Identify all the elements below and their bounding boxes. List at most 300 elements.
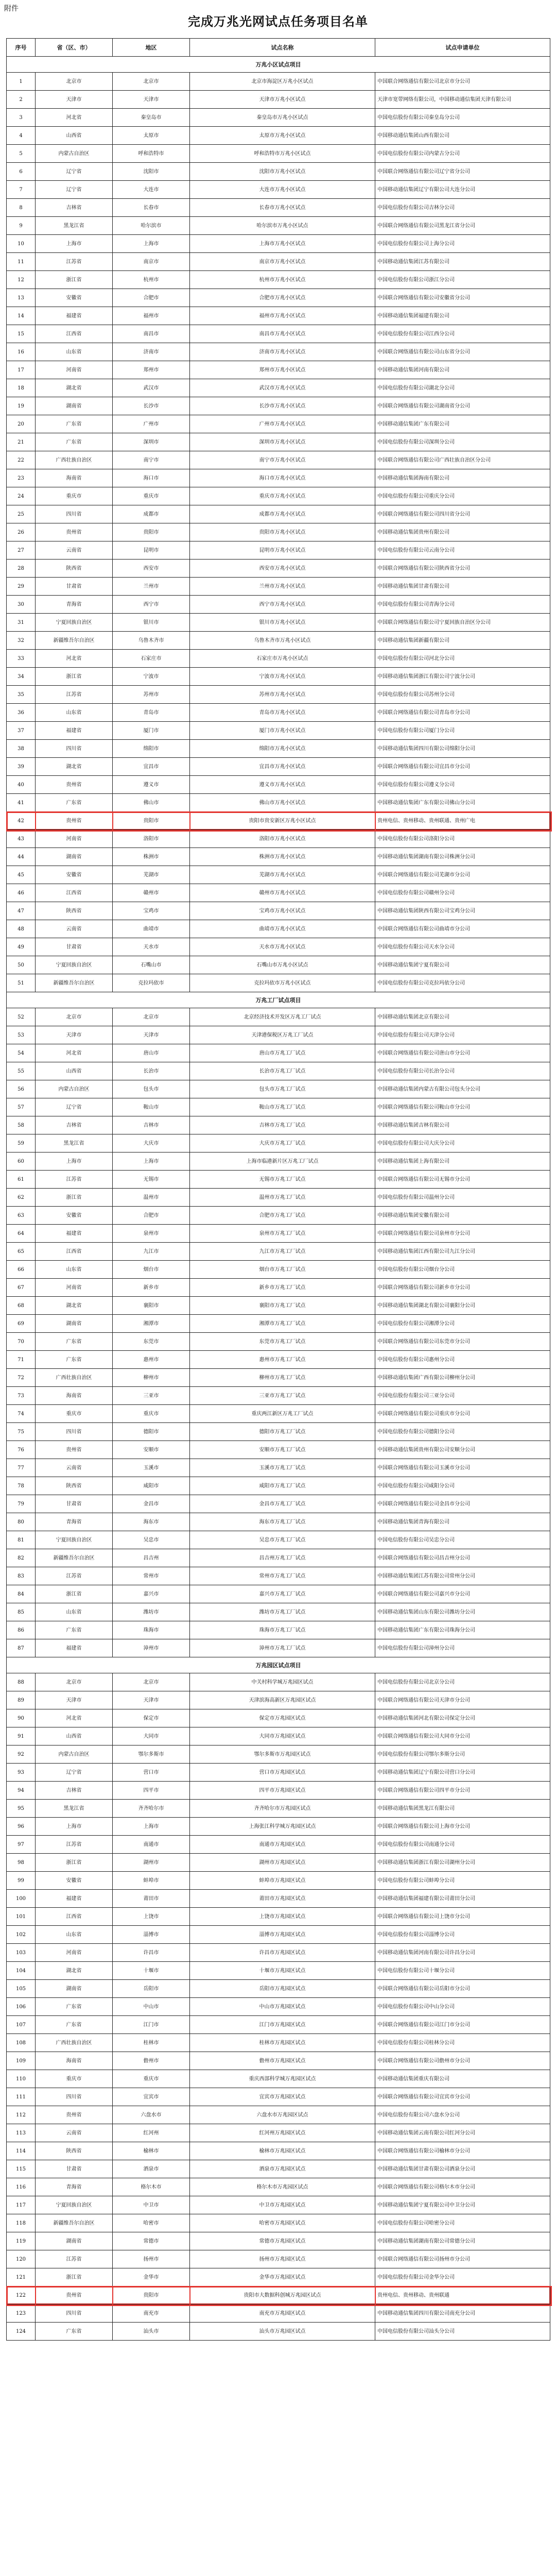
cell-region: 莆田市 <box>113 1890 190 1908</box>
cell-pilot-name: 广州市万兆小区试点 <box>190 415 375 433</box>
cell-region: 海口市 <box>113 469 190 487</box>
table-row <box>7 1673 550 1691</box>
cell-index: 59 <box>7 1134 36 1153</box>
cell-index: 67 <box>7 1279 36 1297</box>
cell-index: 40 <box>7 776 36 794</box>
table-row <box>7 2304 550 2323</box>
cell-applicant: 中国电信股份有限公司德阳分公司 <box>375 1423 550 1441</box>
cell-region: 佛山市 <box>113 794 190 812</box>
cell-index: 79 <box>7 1495 36 1513</box>
table-row <box>7 1531 550 1549</box>
table-row <box>7 668 550 686</box>
cell-region: 哈尔滨市 <box>113 217 190 235</box>
cell-pilot-name: 株洲市万兆小区试点 <box>190 848 375 866</box>
table-row <box>7 1513 550 1531</box>
cell-index: 69 <box>7 1315 36 1333</box>
cell-region: 金昌市 <box>113 1495 190 1513</box>
cell-pilot-name: 六盘水市万兆园区试点 <box>190 2106 375 2124</box>
cell-province: 黑龙江省 <box>36 1134 113 1153</box>
cell-pilot-name: 岳阳市万兆园区试点 <box>190 1980 375 1998</box>
cell-pilot-name: 唐山市万兆工厂试点 <box>190 1044 375 1062</box>
table-row <box>7 505 550 523</box>
cell-province: 湖北省 <box>36 758 113 776</box>
cell-applicant: 中国联合网络通信有限公司宁夏回族自治区分公司 <box>375 614 550 632</box>
cell-applicant: 中国移动通信集团甘肃有限公司 <box>375 578 550 596</box>
cell-province: 新疆维吾尔自治区 <box>36 974 113 992</box>
cell-region: 红河州 <box>113 2124 190 2142</box>
cell-pilot-name: 扬州市万兆园区试点 <box>190 2250 375 2268</box>
cell-index: 30 <box>7 596 36 614</box>
cell-applicant: 中国移动通信集团上海有限公司 <box>375 1153 550 1171</box>
cell-index: 82 <box>7 1549 36 1567</box>
cell-index: 103 <box>7 1944 36 1962</box>
cell-region: 酒泉市 <box>113 2160 190 2178</box>
table-row <box>7 1243 550 1261</box>
cell-index: 28 <box>7 560 36 578</box>
cell-pilot-name: 贵阳市大数据科创城万兆园区试点 <box>190 2286 375 2304</box>
table-row <box>7 199 550 217</box>
cell-pilot-name: 包头市万兆工厂试点 <box>190 1080 375 1098</box>
cell-pilot-name: 烟台市万兆工厂试点 <box>190 1261 375 1279</box>
table-row <box>7 2142 550 2160</box>
cell-pilot-name: 哈密市万兆园区试点 <box>190 2214 375 2232</box>
cell-province: 贵州省 <box>36 2106 113 2124</box>
table-row <box>7 740 550 758</box>
table-row <box>7 2250 550 2268</box>
cell-province: 贵州省 <box>36 2286 113 2304</box>
table-row <box>7 830 550 848</box>
table-row <box>7 451 550 469</box>
cell-province: 海南省 <box>36 469 113 487</box>
cell-region: 秦皇岛市 <box>113 109 190 127</box>
cell-province: 山东省 <box>36 343 113 361</box>
cell-index: 96 <box>7 1818 36 1836</box>
cell-applicant: 中国联合网络通信有限公司泉州市分公司 <box>375 1225 550 1243</box>
cell-index: 87 <box>7 1639 36 1657</box>
cell-province: 福建省 <box>36 722 113 740</box>
cell-pilot-name: 泉州市万兆工厂试点 <box>190 1225 375 1243</box>
cell-region: 北京市 <box>113 73 190 91</box>
cell-region: 昆明市 <box>113 541 190 560</box>
cell-province: 甘肃省 <box>36 938 113 956</box>
cell-province: 吉林省 <box>36 1116 113 1134</box>
cell-province: 宁夏回族自治区 <box>36 1531 113 1549</box>
cell-province: 山西省 <box>36 1727 113 1745</box>
cell-region: 宁波市 <box>113 668 190 686</box>
table-row <box>7 1800 550 1818</box>
cell-index: 111 <box>7 2088 36 2106</box>
cell-region: 郑州市 <box>113 361 190 379</box>
cell-index: 54 <box>7 1044 36 1062</box>
cell-applicant: 中国联合网络通信有限公司四平市分公司 <box>375 1782 550 1800</box>
cell-index: 2 <box>7 91 36 109</box>
cell-province: 广东省 <box>36 794 113 812</box>
table-row <box>7 614 550 632</box>
cell-pilot-name: 重庆市万兆小区试点 <box>190 487 375 505</box>
cell-region: 东莞市 <box>113 1333 190 1351</box>
cell-region: 泉州市 <box>113 1225 190 1243</box>
cell-region: 天津市 <box>113 1026 190 1044</box>
table-row <box>7 1405 550 1423</box>
cell-province: 江西省 <box>36 884 113 902</box>
cell-pilot-name: 成都市万兆小区试点 <box>190 505 375 523</box>
cell-pilot-name: 常德市万兆园区试点 <box>190 2232 375 2250</box>
table-row <box>7 1134 550 1153</box>
cell-province: 广东省 <box>36 1351 113 1369</box>
cell-province: 云南省 <box>36 2124 113 2142</box>
cell-pilot-name: 湘潭市万兆工厂试点 <box>190 1315 375 1333</box>
cell-applicant: 中国移动通信集团重庆有限公司 <box>375 2070 550 2088</box>
cell-pilot-name: 新乡市万兆工厂试点 <box>190 1279 375 1297</box>
cell-province: 广东省 <box>36 415 113 433</box>
cell-region: 中卫市 <box>113 2196 190 2214</box>
cell-region: 德阳市 <box>113 1423 190 1441</box>
cell-index: 115 <box>7 2160 36 2178</box>
cell-region: 兰州市 <box>113 578 190 596</box>
cell-index: 62 <box>7 1189 36 1207</box>
cell-province: 吉林省 <box>36 199 113 217</box>
cell-province: 宁夏回族自治区 <box>36 956 113 974</box>
cell-index: 35 <box>7 686 36 704</box>
cell-region: 襄阳市 <box>113 1297 190 1315</box>
cell-applicant: 中国电信股份有限公司中山分公司 <box>375 1998 550 2016</box>
cell-region: 安顺市 <box>113 1441 190 1459</box>
cell-region: 合肥市 <box>113 1207 190 1225</box>
cell-index: 83 <box>7 1567 36 1585</box>
cell-province: 重庆市 <box>36 1405 113 1423</box>
cell-region: 宜宾市 <box>113 2088 190 2106</box>
cell-index: 88 <box>7 1673 36 1691</box>
cell-applicant: 中国电信股份有限公司吉林分公司 <box>375 199 550 217</box>
cell-applicant: 中国联合网络通信有限公司安徽省分公司 <box>375 289 550 307</box>
cell-applicant: 中国联合网络通信有限公司新乡市分公司 <box>375 1279 550 1297</box>
cell-index: 64 <box>7 1225 36 1243</box>
cell-pilot-name: 昌吉州万兆工厂试点 <box>190 1549 375 1567</box>
cell-applicant: 贵州电信、贵州移动、贵州联通、贵州广电 <box>375 812 550 830</box>
cell-applicant: 中国电信股份有限公司咸阳分公司 <box>375 1477 550 1495</box>
cell-applicant: 中国联合网络通信有限公司宜宾市分公司 <box>375 2088 550 2106</box>
table-row <box>7 145 550 163</box>
cell-pilot-name: 桂林市万兆园区试点 <box>190 2034 375 2052</box>
cell-province: 江苏省 <box>36 686 113 704</box>
cell-province: 江苏省 <box>36 1567 113 1585</box>
cell-region: 赣州市 <box>113 884 190 902</box>
table-row <box>7 361 550 379</box>
cell-index: 47 <box>7 902 36 920</box>
cell-region: 重庆市 <box>113 1405 190 1423</box>
cell-province: 广东省 <box>36 2323 113 2341</box>
cell-region: 遵义市 <box>113 776 190 794</box>
cell-region: 齐齐哈尔市 <box>113 1800 190 1818</box>
table-row <box>7 1225 550 1243</box>
cell-index: 7 <box>7 181 36 199</box>
cell-index: 121 <box>7 2268 36 2286</box>
table-row <box>7 1854 550 1872</box>
cell-pilot-name: 哈尔滨市万兆小区试点 <box>190 217 375 235</box>
cell-index: 20 <box>7 415 36 433</box>
cell-pilot-name: 漳州市万兆工厂试点 <box>190 1639 375 1657</box>
cell-index: 51 <box>7 974 36 992</box>
table-row <box>7 235 550 253</box>
cell-index: 74 <box>7 1405 36 1423</box>
cell-region: 三亚市 <box>113 1387 190 1405</box>
cell-pilot-name: 儋州市万兆园区试点 <box>190 2052 375 2070</box>
table-row <box>7 523 550 541</box>
table-row <box>7 91 550 109</box>
cell-pilot-name: 乌鲁木齐市万兆小区试点 <box>190 632 375 650</box>
table-row <box>7 469 550 487</box>
cell-region: 唐山市 <box>113 1044 190 1062</box>
cell-region: 常德市 <box>113 2232 190 2250</box>
table-row <box>7 2160 550 2178</box>
cell-region: 西安市 <box>113 560 190 578</box>
cell-index: 34 <box>7 668 36 686</box>
cell-index: 6 <box>7 163 36 181</box>
cell-applicant: 中国电信股份有限公司蚌埠分公司 <box>375 1872 550 1890</box>
cell-region: 宜昌市 <box>113 758 190 776</box>
cell-pilot-name: 四平市万兆园区试点 <box>190 1782 375 1800</box>
cell-pilot-name: 蚌埠市万兆园区试点 <box>190 1872 375 1890</box>
table-row <box>7 325 550 343</box>
cell-pilot-name: 杭州市万兆小区试点 <box>190 271 375 289</box>
cell-index: 11 <box>7 253 36 271</box>
cell-region: 蚌埠市 <box>113 1872 190 1890</box>
cell-applicant: 中国联合网络通信有限公司上饶市分公司 <box>375 1908 550 1926</box>
cell-index: 66 <box>7 1261 36 1279</box>
cell-province: 黑龙江省 <box>36 1800 113 1818</box>
cell-index: 13 <box>7 289 36 307</box>
cell-region: 大庆市 <box>113 1134 190 1153</box>
cell-applicant: 中国联合网络通信有限公司玉溪市分公司 <box>375 1459 550 1477</box>
cell-region: 保定市 <box>113 1709 190 1727</box>
table-row <box>7 541 550 560</box>
cell-index: 65 <box>7 1243 36 1261</box>
table-row <box>7 650 550 668</box>
cell-index: 45 <box>7 866 36 884</box>
cell-applicant: 中国移动通信集团四川有限公司绵阳分公司 <box>375 740 550 758</box>
cell-index: 93 <box>7 1764 36 1782</box>
table-row <box>7 1080 550 1098</box>
cell-applicant: 中国联合网络通信有限公司天津市分公司 <box>375 1691 550 1709</box>
table-row <box>7 1423 550 1441</box>
cell-pilot-name: 德阳市万兆工厂试点 <box>190 1423 375 1441</box>
cell-province: 陕西省 <box>36 1477 113 1495</box>
cell-province: 河南省 <box>36 830 113 848</box>
cell-region: 玉溪市 <box>113 1459 190 1477</box>
cell-index: 117 <box>7 2196 36 2214</box>
cell-applicant: 中国联合网络通信有限公司榆林市分公司 <box>375 2142 550 2160</box>
cell-applicant: 中国移动通信集团广东有限公司珠海分公司 <box>375 1621 550 1639</box>
cell-pilot-name: 吴忠市万兆工厂试点 <box>190 1531 375 1549</box>
cell-province: 河北省 <box>36 1709 113 1727</box>
cell-pilot-name: 厦门市万兆小区试点 <box>190 722 375 740</box>
cell-index: 101 <box>7 1908 36 1926</box>
cell-region: 汕头市 <box>113 2323 190 2341</box>
cell-region: 南昌市 <box>113 325 190 343</box>
cell-region: 克拉玛依市 <box>113 974 190 992</box>
table-row <box>7 1116 550 1134</box>
cell-applicant: 中国电信股份有限公司金华分公司 <box>375 2268 550 2286</box>
table-row <box>7 632 550 650</box>
table-row <box>7 1890 550 1908</box>
cell-pilot-name: 九江市万兆工厂试点 <box>190 1243 375 1261</box>
table-row <box>7 253 550 271</box>
cell-region: 珠海市 <box>113 1621 190 1639</box>
cell-region: 大连市 <box>113 181 190 199</box>
cell-pilot-name: 兰州市万兆小区试点 <box>190 578 375 596</box>
cell-pilot-name: 福州市万兆小区试点 <box>190 307 375 325</box>
table-row <box>7 938 550 956</box>
cell-applicant: 中国联合网络通信有限公司儋州市分公司 <box>375 2052 550 2070</box>
cell-index: 61 <box>7 1171 36 1189</box>
cell-applicant: 中国电信股份有限公司洛阳分公司 <box>375 830 550 848</box>
cell-province: 广东省 <box>36 2016 113 2034</box>
cell-province: 河南省 <box>36 361 113 379</box>
cell-index: 120 <box>7 2250 36 2268</box>
cell-province: 北京市 <box>36 73 113 91</box>
cell-region: 合肥市 <box>113 289 190 307</box>
cell-index: 70 <box>7 1333 36 1351</box>
cell-province: 浙江省 <box>36 668 113 686</box>
cell-region: 榆林市 <box>113 2142 190 2160</box>
cell-pilot-name: 遵义市万兆小区试点 <box>190 776 375 794</box>
cell-pilot-name: 南京市万兆小区试点 <box>190 253 375 271</box>
cell-pilot-name: 常州市万兆工厂试点 <box>190 1567 375 1585</box>
cell-region: 太原市 <box>113 127 190 145</box>
cell-region: 南充市 <box>113 2304 190 2323</box>
cell-applicant: 中国电信股份有限公司汕头分公司 <box>375 2323 550 2341</box>
cell-province: 甘肃省 <box>36 1495 113 1513</box>
cell-index: 23 <box>7 469 36 487</box>
cell-pilot-name: 天津市万兆小区试点 <box>190 91 375 109</box>
cell-pilot-name: 西安市万兆小区试点 <box>190 560 375 578</box>
cell-province: 湖北省 <box>36 1297 113 1315</box>
cell-pilot-name: 珠海市万兆工厂试点 <box>190 1621 375 1639</box>
cell-pilot-name: 大同市万兆园区试点 <box>190 1727 375 1745</box>
cell-index: 94 <box>7 1782 36 1800</box>
cell-province: 山东省 <box>36 1261 113 1279</box>
cell-province: 安徽省 <box>36 1207 113 1225</box>
cell-index: 104 <box>7 1962 36 1980</box>
cell-applicant: 中国电信股份有限公司云南分公司 <box>375 541 550 560</box>
cell-province: 广东省 <box>36 433 113 451</box>
cell-region: 漳州市 <box>113 1639 190 1657</box>
cell-index: 75 <box>7 1423 36 1441</box>
cell-province: 辽宁省 <box>36 1764 113 1782</box>
cell-pilot-name: 中山市万兆园区试点 <box>190 1998 375 2016</box>
cell-province: 江西省 <box>36 1243 113 1261</box>
cell-pilot-name: 中卫市万兆园区试点 <box>190 2196 375 2214</box>
cell-province: 四川省 <box>36 740 113 758</box>
cell-province: 四川省 <box>36 2088 113 2106</box>
table-row <box>7 1836 550 1854</box>
cell-pilot-name: 克拉玛依市万兆小区试点 <box>190 974 375 992</box>
cell-pilot-name: 郑州市万兆小区试点 <box>190 361 375 379</box>
cell-pilot-name: 北京市海淀区万兆小区试点 <box>190 73 375 91</box>
cell-pilot-name: 太原市万兆小区试点 <box>190 127 375 145</box>
cell-province: 辽宁省 <box>36 181 113 199</box>
cell-pilot-name: 莆田市万兆园区试点 <box>190 1890 375 1908</box>
cell-applicant: 中国电信股份有限公司温州分公司 <box>375 1189 550 1207</box>
cell-index: 24 <box>7 487 36 505</box>
cell-applicant: 中国电信股份有限公司烟台分公司 <box>375 1261 550 1279</box>
cell-region: 许昌市 <box>113 1944 190 1962</box>
cell-applicant: 中国移动通信集团江西有限公司九江分公司 <box>375 1243 550 1261</box>
cell-province: 山东省 <box>36 704 113 722</box>
cell-province: 北京市 <box>36 1673 113 1691</box>
table-row <box>7 1387 550 1405</box>
cell-applicant: 中国移动通信集团河南有限公司 <box>375 361 550 379</box>
cell-region: 贵阳市 <box>113 523 190 541</box>
cell-province: 河北省 <box>36 1044 113 1062</box>
cell-pilot-name: 苏州市万兆小区试点 <box>190 686 375 704</box>
cell-applicant: 中国移动通信集团江苏有限公司常州分公司 <box>375 1567 550 1585</box>
cell-applicant: 中国联合网络通信有限公司山东省分公司 <box>375 343 550 361</box>
table-row <box>7 1171 550 1189</box>
cell-pilot-name: 襄阳市万兆工厂试点 <box>190 1297 375 1315</box>
cell-province: 海南省 <box>36 2052 113 2070</box>
cell-index: 122 <box>7 2286 36 2304</box>
cell-index: 22 <box>7 451 36 469</box>
cell-applicant: 中国移动通信集团云南有限公司红河分公司 <box>375 2124 550 2142</box>
table-row <box>7 217 550 235</box>
cell-index: 95 <box>7 1800 36 1818</box>
cell-applicant: 中国电信股份有限公司上海分公司 <box>375 235 550 253</box>
table-row <box>7 884 550 902</box>
table-row <box>7 1008 550 1026</box>
cell-index: 3 <box>7 109 36 127</box>
cell-province: 云南省 <box>36 1459 113 1477</box>
cell-pilot-name: 咸阳市万兆工厂试点 <box>190 1477 375 1495</box>
cell-province: 浙江省 <box>36 1854 113 1872</box>
cell-index: 105 <box>7 1980 36 1998</box>
table-row <box>7 1621 550 1639</box>
cell-region: 银川市 <box>113 614 190 632</box>
cell-applicant: 中国电信股份有限公司桂林分公司 <box>375 2034 550 2052</box>
cell-pilot-name: 昆明市万兆小区试点 <box>190 541 375 560</box>
cell-applicant: 中国移动通信集团湖南有限公司常德分公司 <box>375 2232 550 2250</box>
cell-pilot-name: 佛山市万兆小区试点 <box>190 794 375 812</box>
table-row <box>7 1926 550 1944</box>
cell-pilot-name: 天水市万兆小区试点 <box>190 938 375 956</box>
cell-province: 陕西省 <box>36 902 113 920</box>
cell-pilot-name: 重庆西部科学城万兆园区试点 <box>190 2070 375 2088</box>
cell-region: 沈阳市 <box>113 163 190 181</box>
cell-province: 江西省 <box>36 1908 113 1926</box>
cell-index: 42 <box>7 812 36 830</box>
cell-applicant: 中国移动通信集团福建有限公司 <box>375 307 550 325</box>
cell-region: 苏州市 <box>113 686 190 704</box>
cell-region: 海东市 <box>113 1513 190 1531</box>
cell-index: 100 <box>7 1890 36 1908</box>
cell-province: 四川省 <box>36 2304 113 2323</box>
cell-index: 16 <box>7 343 36 361</box>
cell-region: 南京市 <box>113 253 190 271</box>
cell-pilot-name: 洛阳市万兆小区试点 <box>190 830 375 848</box>
cell-applicant: 中国移动通信集团辽宁有限公司大连分公司 <box>375 181 550 199</box>
cell-index: 43 <box>7 830 36 848</box>
cell-province: 贵州省 <box>36 1441 113 1459</box>
cell-index: 50 <box>7 956 36 974</box>
cell-region: 扬州市 <box>113 2250 190 2268</box>
cell-province: 河南省 <box>36 1944 113 1962</box>
cell-region: 洛阳市 <box>113 830 190 848</box>
section-row <box>7 1657 550 1673</box>
cell-province: 江苏省 <box>36 1171 113 1189</box>
cell-pilot-name: 武汉市万兆小区试点 <box>190 379 375 397</box>
table-row <box>7 181 550 199</box>
cell-applicant: 中国移动通信集团山东有限公司潍坊分公司 <box>375 1603 550 1621</box>
